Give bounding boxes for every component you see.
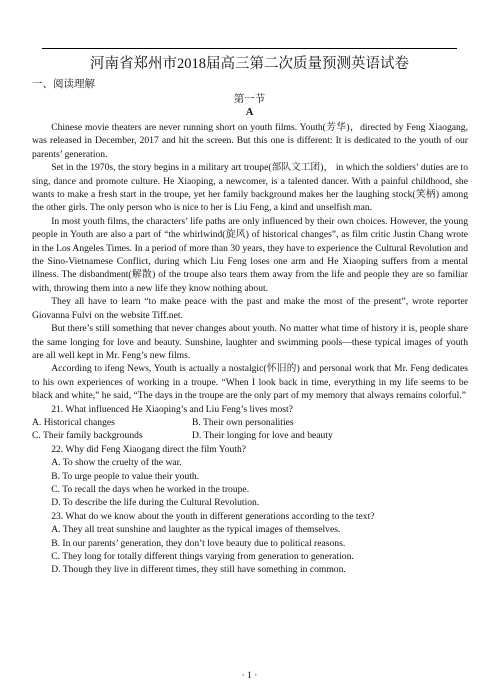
section-heading: 一、阅读理解 [32,79,95,90]
option: A. To show the cruelty of the war. [51,457,182,469]
passage-paragraph: Set in the 1970s, the story begins in a military art troupe(部队文工团)， in which the soldiers’ duties are to sing, dance and promote culture. He Xiaoping, a newcomer, is a talented dancer. With a painful childhood, she wants to make a fresh start in the troupe, yet her family background makes her the laughing stock(笑柄) among the other girls. The only person who is nice to her is Liu Feng, a kind and unselfish man. [32,162,468,214]
option: B. In our parents’ generation, they don’t love beauty due to political reasons. [51,537,346,549]
option: C. To recall the days when he worked in the troupe. [51,483,250,495]
options-row [32,429,468,442]
options-row [32,416,468,429]
option: A. They all treat sunshine and laughter as the typical images of themselves. [51,524,341,536]
passage-paragraph: According to ifeng News, Youth is actually a nostalgic(怀旧的) and personal work that Mr. Feng dedicates to his own experiences of working in a troupe. “When I look back in time, everything in my life seems to be black and white,” he said, “The days in the troupe are the only part of my memory that always remains colorful.” [32,363,468,402]
passage-paragraph: They all have to learn “to make peace with the past and make the most of the present”, wrote reporter Giovanna Fulvi on the website Tiff.net. [32,296,468,321]
option: A. Historical changes [32,416,115,428]
passage-label: A [245,107,254,118]
option: D. To describe the life during the Cultural Revolution. [51,497,260,509]
option: D. Their longing for love and beauty [192,430,333,442]
question-stem: 21. What influenced He Xiaoping’s and Liu Feng’s lives most? [51,403,293,415]
exam-title: 河南省郑州市2018届高三第二次质量预测英语试卷 [90,56,409,72]
option: C. Their family backgrounds [32,430,143,442]
question-stem: 23. What do we know about the youth in different generations according to the text? [51,510,375,522]
passage-paragraph: In most youth films, the characters’ life paths are only influenced by their own choices. However, the young people in Youth are also a part of “the whirlwind(旋风) of historical changes”, as film critic Justin Chang wrote in the Los Angeles Times. In a period of more than 30 years, they have to experience the Cultural Revolution and the Sino-Vietnamese Conflict, during which Liu Feng loses one arm and He Xiaoping suffers from a mental illness. The disbandment(解散) of the troupe also tears them away from the life and people they are so familiar with, throwing them into a new life they know nothing about. [32,215,468,294]
option: C. They long for totally different things varying from generation to generation. [51,551,354,562]
passage-paragraph: Chinese movie theaters are never running short on youth films. Youth(芳华)，directed by Feng Xiaogang, was released in December, 2017 and hit the screen. But this one is different: It is dedicated to the youth of our parents’ generation. [32,122,468,160]
option: B. To urge people to value their youth. [51,470,200,482]
option: B. Their own personalities [192,416,294,428]
page-number: · 1 · [241,671,258,681]
passage-body [32,121,468,577]
passage-paragraph: But there’s still something that never changes about youth. No matter what time of history it is, people share the same longing for love and beauty. Sunshine, laughter and swimming pools—these typical images of youth are all well kept in Mr. Feng’s new films. [32,323,468,361]
question-stem: 22. Why did Feng Xiaogang direct the film Youth? [51,443,247,455]
option: D. Though they live in different times, they still have something in common. [51,564,346,576]
subsection-heading: 第一节 [233,94,266,105]
header-rule [42,48,457,49]
